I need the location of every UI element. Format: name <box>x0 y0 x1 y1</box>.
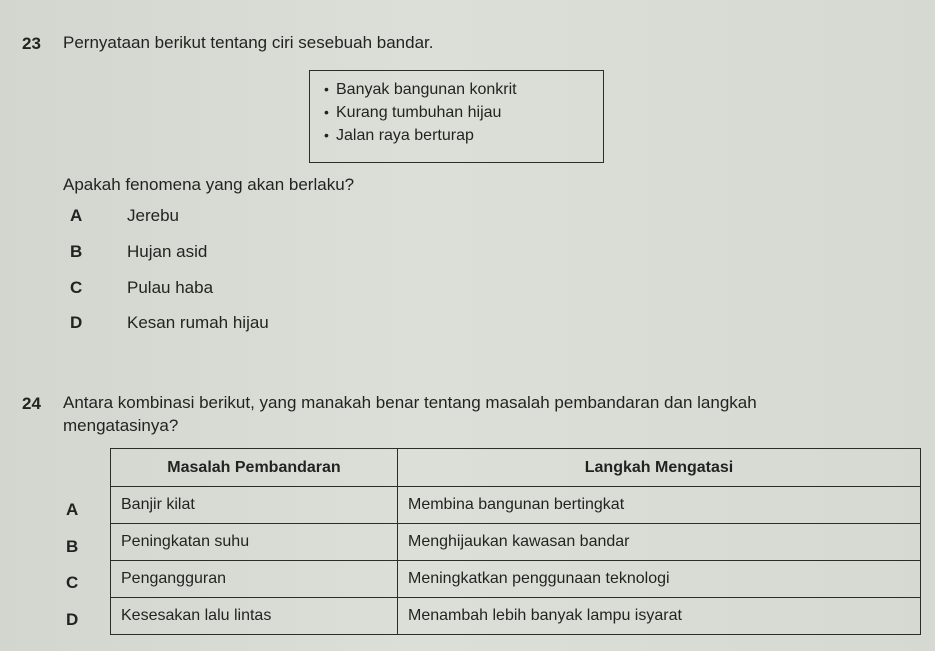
table-header-row <box>111 449 921 487</box>
combination-table <box>110 448 921 635</box>
question-23-text: Pernyataan berikut tentang ciri sesebuah bandar. <box>63 33 434 52</box>
option-letter: C <box>70 278 83 297</box>
option-23-b[interactable] <box>70 242 207 262</box>
statement-box <box>309 70 604 163</box>
cell-solution: Meningkatkan penggunaan teknologi <box>398 561 921 598</box>
header-problem: Masalah Pembandaran <box>111 449 398 487</box>
option-text: Hujan asid <box>127 242 208 261</box>
option-text: Kesan rumah hijau <box>127 313 269 332</box>
question-24-text-line1: Antara kombinasi berikut, yang manakah benar tentang masalah pembandaran dan langkah <box>63 393 757 412</box>
option-23-c[interactable] <box>70 278 213 298</box>
question-24-text-line2: mengatasinya? <box>63 416 179 435</box>
option-23-d[interactable] <box>70 313 269 333</box>
option-letter: B <box>70 242 83 261</box>
option-23-a[interactable] <box>70 206 179 226</box>
header-solution: Langkah Mengatasi <box>398 449 921 487</box>
option-24-c-letter[interactable]: C <box>66 573 79 592</box>
option-24-b-letter[interactable]: B <box>66 537 79 556</box>
option-text: Pulau haba <box>127 278 214 297</box>
table-row[interactable] <box>111 561 921 598</box>
table-row[interactable] <box>111 487 921 524</box>
option-text: Jerebu <box>127 206 179 225</box>
option-letter: A <box>70 206 83 225</box>
cell-solution: Menambah lebih banyak lampu isyarat <box>398 598 921 635</box>
option-24-a-letter[interactable]: A <box>66 500 79 519</box>
table-row[interactable] <box>111 598 921 635</box>
question-23-number: 23 <box>22 34 41 53</box>
question-24-number: 24 <box>22 394 41 413</box>
cell-solution: Membina bangunan bertingkat <box>398 487 921 524</box>
cell-problem: Pengangguran <box>111 561 398 598</box>
question-23-prompt: Apakah fenomena yang akan berlaku? <box>63 175 355 194</box>
cell-problem: Peningkatan suhu <box>111 524 398 561</box>
table-row[interactable] <box>111 524 921 561</box>
option-letter: D <box>70 313 83 332</box>
statement-item: • Banyak bangunan konkrit <box>324 78 517 101</box>
option-24-d-letter[interactable]: D <box>66 610 79 629</box>
cell-solution: Menghijaukan kawasan bandar <box>398 524 921 561</box>
statement-list <box>324 78 517 147</box>
cell-problem: Banjir kilat <box>111 487 398 524</box>
cell-problem: Kesesakan lalu lintas <box>111 598 398 635</box>
statement-item: • Jalan raya berturap <box>324 124 517 147</box>
statement-item: • Kurang tumbuhan hijau <box>324 101 517 124</box>
